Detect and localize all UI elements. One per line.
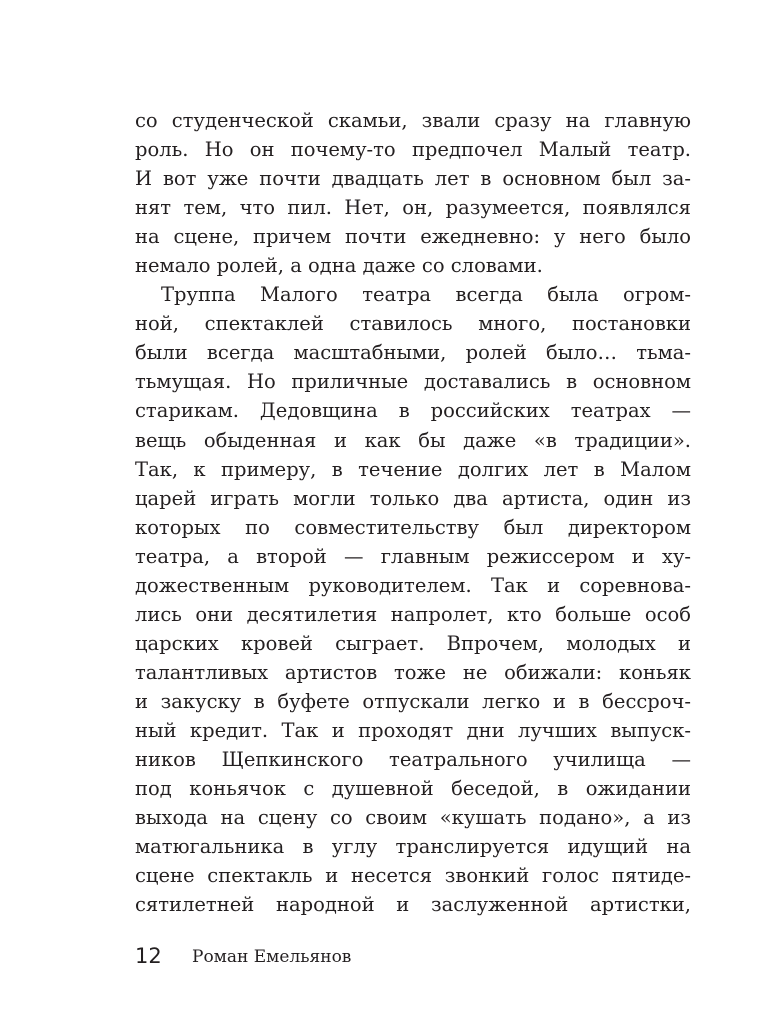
text-line: талантливых артистов тоже не обижали: коньяк [135, 660, 691, 684]
text-line: вещь обыденная и как бы даже «в традиции». [135, 428, 691, 452]
text-line: театра, а второй — главным режиссером и ху- [135, 544, 691, 568]
text-line: ный кредит. Так и проходят дни лучших выпуск- [135, 718, 691, 742]
text-line: нят тем, что пил. Нет, он, разумеется, появлялся [135, 196, 691, 220]
text-line: которых по совместительству был директором [135, 515, 691, 539]
text-line: были всегда масштабными, ролей было… тьма- [135, 341, 691, 365]
text-line: лись они десятилетия напролет, кто больше особ [135, 602, 691, 626]
text-line: на сцене, причем почти ежедневно: у него было [135, 225, 691, 249]
text-line: царских кровей сыграет. Впрочем, молодых и [135, 631, 691, 655]
text-line: и закуску в буфете отпускали легко и в бессроч- [135, 689, 691, 713]
text-line: матюгальника в углу транслируется идущий на [135, 835, 691, 859]
text-line: роль. Но он почему-то предпочел Малый театр. [135, 138, 691, 162]
page-number: 12 [135, 944, 162, 968]
text-line: ной, спектаклей ставилось много, постановки [135, 312, 691, 336]
body-text [135, 106, 691, 919]
text-line: под коньячок с душевной беседой, в ожидании [135, 777, 691, 801]
text-line: со студенческой скамьи, звали сразу на главную [135, 109, 691, 132]
text-line: И вот уже почти двадцать лет в основном был за- [135, 167, 691, 191]
text-line: Труппа Малого театра всегда была огром- [161, 283, 691, 307]
text-line: ников Щепкинского театрального училища — [135, 748, 691, 772]
running-head-author: Роман Емельянов [192, 947, 352, 967]
text-line: тьмущая. Но приличные доставались в основном [135, 370, 691, 394]
text-line: старикам. Дедовщина в российских театрах — [135, 399, 691, 423]
text-line: Так, к примеру, в течение долгих лет в Малом [135, 457, 691, 481]
text-line: царей играть могли только два артиста, один из [135, 486, 691, 510]
text-line: дожественным руководителем. Так и соревнова- [135, 573, 691, 597]
text-line: выхода на сцену со своим «кушать подано», а из [135, 806, 691, 830]
text-line: немало ролей, а одна даже со словами. [135, 254, 543, 278]
text-line: сятилетней народной и заслуженной артистки, [135, 893, 691, 917]
text-line: сцене спектакль и несется звонкий голос пятиде- [135, 864, 691, 888]
